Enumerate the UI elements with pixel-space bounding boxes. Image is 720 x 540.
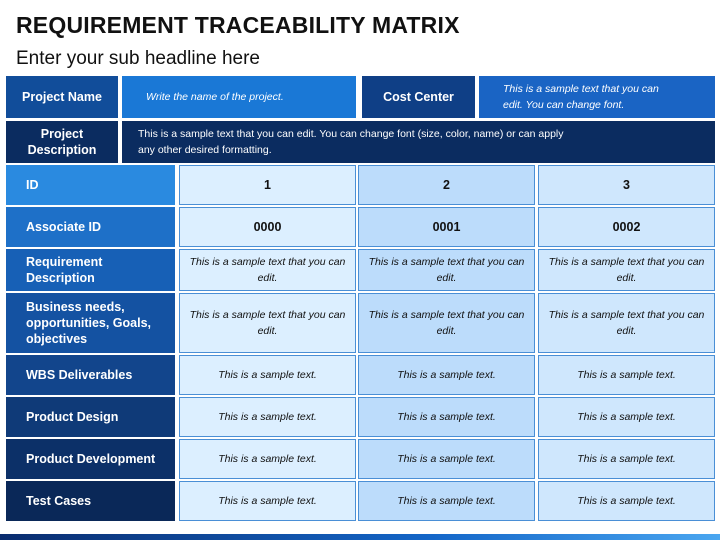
cell-wbs-2: This is a sample text. — [358, 355, 535, 395]
row-label-business-needs: Business needs, opportunities, Goals, objectives — [6, 293, 175, 353]
cell-design-2: This is a sample text. — [358, 397, 535, 437]
cell-associate-id-3: 0002 — [538, 207, 715, 247]
project-name-label: Project Name — [6, 76, 118, 118]
page-subtitle: Enter your sub headline here — [16, 48, 260, 69]
row-label-product-design: Product Design — [6, 397, 175, 437]
row-label-id: ID — [6, 165, 175, 205]
project-description-label: Project Description — [6, 121, 118, 163]
cell-business-2: This is a sample text that you can edit. — [358, 293, 535, 353]
cell-business-3: This is a sample text that you can edit. — [538, 293, 715, 353]
cell-associate-id-1: 0000 — [179, 207, 356, 247]
cell-design-3: This is a sample text. — [538, 397, 715, 437]
row-label-wbs-deliverables: WBS Deliverables — [6, 355, 175, 395]
cell-business-1: This is a sample text that you can edit. — [179, 293, 356, 353]
page-title: REQUIREMENT TRACEABILITY MATRIX — [16, 12, 460, 38]
bottom-accent-bar — [0, 534, 720, 540]
cell-wbs-3: This is a sample text. — [538, 355, 715, 395]
cell-requirement-3: This is a sample text that you can edit. — [538, 249, 715, 291]
row-label-test-cases: Test Cases — [6, 481, 175, 521]
cell-development-1: This is a sample text. — [179, 439, 356, 479]
cell-associate-id-2: 0001 — [358, 207, 535, 247]
row-label-associate-id: Associate ID — [6, 207, 175, 247]
cell-development-3: This is a sample text. — [538, 439, 715, 479]
cell-requirement-1: This is a sample text that you can edit. — [179, 249, 356, 291]
cell-test-3: This is a sample text. — [538, 481, 715, 521]
project-name-value: Write the name of the project. — [122, 76, 356, 118]
project-description-value: This is a sample text that you can edit. You can change font (size, color, name) or can apply any other desired formatting. — [122, 121, 715, 163]
row-label-product-development: Product Development — [6, 439, 175, 479]
cell-wbs-1: This is a sample text. — [179, 355, 356, 395]
row-label-requirement-description: Requirement Description — [6, 249, 175, 291]
cell-id-2: 2 — [358, 165, 535, 205]
cell-id-3: 3 — [538, 165, 715, 205]
cell-requirement-2: This is a sample text that you can edit. — [358, 249, 535, 291]
cost-center-value: This is a sample text that you can edit. You can change font. — [479, 76, 715, 118]
cell-test-2: This is a sample text. — [358, 481, 535, 521]
cost-center-label: Cost Center — [362, 76, 475, 118]
cell-development-2: This is a sample text. — [358, 439, 535, 479]
cell-test-1: This is a sample text. — [179, 481, 356, 521]
cell-id-1: 1 — [179, 165, 356, 205]
cell-design-1: This is a sample text. — [179, 397, 356, 437]
